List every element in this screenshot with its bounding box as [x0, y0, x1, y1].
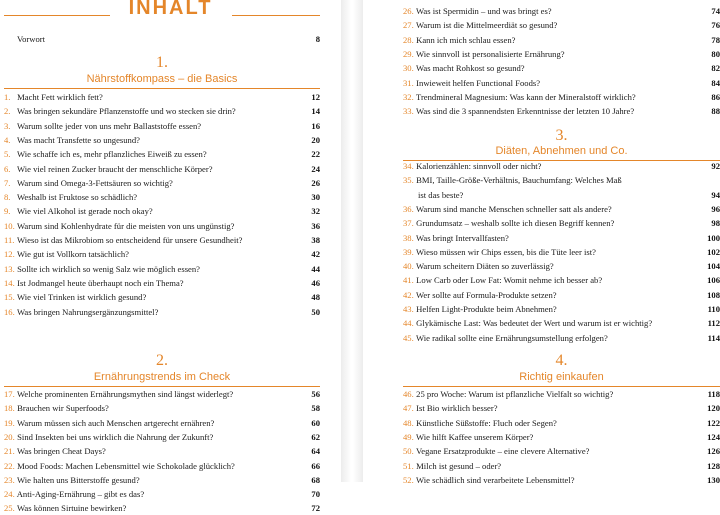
toc-entry [403, 76, 720, 90]
entry-page-number: 126 [707, 446, 720, 457]
entry-number: 50. [403, 446, 414, 457]
toc-entry [4, 176, 320, 190]
entry-number: 26. [403, 6, 414, 16]
toc-entry [4, 147, 320, 161]
entry-page-number: 42 [311, 249, 320, 260]
entry-number: 30. [403, 63, 414, 74]
entry-title: Warum müssen sich auch Menschen artgerecht ernähren? [17, 417, 215, 428]
entry-number: 43. [403, 304, 414, 314]
entry-number: 19. [4, 417, 15, 428]
toc-entry [4, 90, 320, 104]
toc-entry [4, 233, 320, 247]
entry-number: 15. [4, 292, 15, 303]
entry-number: 46. [403, 389, 414, 399]
toc-entry [403, 459, 720, 473]
toc-entry-continuation [403, 188, 720, 202]
section-title: Richtig einkaufen [519, 371, 604, 383]
entry-page-number: 32 [311, 206, 320, 217]
toc-entry [4, 473, 320, 487]
entry-page-number: 64 [311, 446, 320, 457]
entry-page-number: 108 [707, 289, 720, 300]
entry-page-number: 14 [311, 106, 320, 117]
entry-number: 38. [403, 232, 414, 243]
entry-page-number: 98 [711, 218, 720, 229]
entry-page-number: 100 [707, 232, 720, 243]
entry-page-number: 96 [711, 203, 720, 214]
toc-entry [403, 173, 720, 187]
right-page [363, 0, 720, 485]
entry-number: 20. [4, 431, 15, 442]
entry-title: Inwieweit helfen Functional Foods? [416, 77, 541, 88]
entry-number: 10. [4, 220, 15, 231]
entry-page-number: 120 [707, 403, 720, 414]
entry-title: Was macht Transfette so ungesund? [17, 134, 140, 145]
section-divider [4, 88, 320, 89]
entry-title: Was bringt Intervallfasten? [416, 232, 509, 243]
book-gutter [341, 0, 363, 482]
entry-page-number: 20 [311, 134, 320, 145]
title-rule-left [4, 15, 110, 16]
toc-entry [4, 444, 320, 458]
toc-title: INHALT [128, 0, 213, 19]
entry-page-number: 62 [311, 431, 320, 442]
entry-title: Vegane Ersatzprodukte – eine clevere Alternative? [416, 446, 590, 457]
entry-page-number: 84 [711, 77, 720, 88]
entry-title: Was macht Rohkost so gesund? [416, 63, 525, 74]
left-page [0, 0, 341, 514]
entry-number: 49. [403, 431, 414, 442]
entry-page-number: 24 [311, 163, 320, 174]
entry-number: 25. [4, 503, 15, 514]
entry-number: 3. [4, 120, 11, 131]
entry-title: Wer sollte auf Formula-Produkte setzen? [416, 289, 557, 300]
entry-page-number: 122 [707, 417, 720, 428]
entry-page-number: 8 [315, 34, 320, 44]
entry-title: Was bringen Cheat Days? [17, 446, 106, 457]
toc-entry [403, 316, 720, 330]
entry-title: Kann ich mich schlau essen? [416, 34, 516, 45]
toc-entry [4, 104, 320, 118]
entry-title: Was sind die 3 spannendsten Erkenntnisse der letzten 10 Jahre? [416, 106, 635, 117]
entry-page-number: 12 [311, 92, 320, 102]
toc-entry [403, 331, 720, 345]
entry-number: 6. [4, 163, 11, 174]
toc-entry [4, 401, 320, 415]
entry-title: Wieso ist das Mikrobiom so entscheidend für unsere Gesundheit? [17, 235, 243, 245]
toc-entry [4, 247, 320, 261]
entry-number: 18. [4, 403, 15, 414]
entry-number: 4. [4, 134, 11, 145]
entry-page-number: 114 [707, 332, 720, 343]
entry-title: Low Carb oder Low Fat: Womit nehme ich besser ab? [416, 275, 603, 286]
entry-title: Was ist Spermidin – und was bringt es? [416, 6, 552, 16]
entry-page-number: 46 [311, 277, 320, 288]
entry-number: 52. [403, 474, 414, 485]
toc-entry [4, 416, 320, 430]
entry-number: 17. [4, 389, 15, 399]
entry-title: Wie schädlich sind verarbeitete Lebensmittel? [416, 474, 575, 485]
toc-entry-vorwort [17, 32, 320, 46]
toc-entry [4, 190, 320, 204]
toc-entry [4, 487, 320, 501]
section-number: 2. [156, 352, 168, 369]
toc-entry [403, 159, 720, 173]
entry-page-number: 78 [711, 34, 720, 45]
entry-number: 48. [403, 417, 414, 428]
entry-title: Wie viel Trinken ist wirklich gesund? [17, 292, 147, 303]
entry-number: 1. [4, 92, 11, 102]
entry-number: 2. [4, 106, 11, 117]
entry-number: 36. [403, 203, 414, 214]
entry-title: Kalorienzählen: sinnvoll oder nicht? [416, 161, 542, 171]
toc-entry [4, 305, 320, 319]
entry-page-number: 112 [707, 318, 720, 329]
toc-entry [403, 288, 720, 302]
entry-title: Warum sollte jeder von uns mehr Ballaststoffe essen? [17, 120, 202, 131]
entry-page-number: 60 [311, 417, 320, 428]
entry-number: 13. [4, 263, 15, 274]
section-number: 3. [555, 127, 568, 144]
entry-title: Trendmineral Magnesium: Was kann der Mineralstoff wirklich? [416, 91, 636, 102]
entry-page-number: 58 [311, 403, 320, 414]
entry-title: Macht Fett wirklich fett? [17, 92, 103, 102]
toc-entry [403, 47, 720, 61]
toc-entry [403, 430, 720, 444]
entry-title-continuation: ist das beste? [418, 189, 464, 200]
toc-entry [403, 231, 720, 245]
entry-page-number: 30 [311, 192, 320, 203]
entry-page-number: 110 [707, 304, 720, 314]
entry-title: Sind Insekten bei uns wirklich die Nahrung der Zukunft? [17, 431, 214, 442]
toc-entry [403, 61, 720, 75]
entry-page-number: 56 [311, 389, 320, 399]
entry-page-number: 70 [311, 489, 320, 500]
entry-title: Warum scheitern Diäten so zuverlässig? [416, 261, 554, 272]
toc-entry [4, 162, 320, 176]
entry-title: Wie viel Alkohol ist gerade noch okay? [17, 206, 153, 217]
entry-number: 31. [403, 77, 414, 88]
entry-page-number: 102 [707, 246, 720, 257]
entry-number: 41. [403, 275, 414, 286]
toc-entry [4, 276, 320, 290]
entry-title: Warum sind Kohlenhydrate für die meisten von uns ungünstig? [17, 220, 235, 231]
entry-number: 28. [403, 34, 414, 45]
entry-title: Künstliche Süßstoffe: Fluch oder Segen? [416, 417, 557, 428]
entry-page-number: 128 [707, 460, 720, 471]
entry-page-number: 22 [311, 149, 320, 160]
title-rule-right [232, 15, 320, 16]
entry-page-number: 80 [711, 48, 720, 59]
toc-entry [4, 119, 320, 133]
entry-number: 24. [4, 489, 15, 500]
entry-number: 9. [4, 206, 11, 217]
entry-page-number: 82 [711, 63, 720, 74]
entry-number: 7. [4, 177, 11, 188]
entry-number: 40. [403, 261, 414, 272]
entry-number: 51. [403, 460, 414, 471]
entry-number: 32. [403, 91, 414, 102]
entry-page-number: 74 [711, 6, 720, 16]
toc-entry [4, 262, 320, 276]
entry-title: Ist Jodmangel heute überhaupt noch ein Thema? [17, 277, 184, 288]
entry-number: 34. [403, 161, 414, 171]
toc-entry [403, 302, 720, 316]
entry-title: Wie hilft Kaffee unserem Körper? [416, 431, 534, 442]
entry-title: Warum sind manche Menschen schneller satt als andere? [416, 203, 612, 214]
entry-page-number: 26 [311, 177, 320, 188]
entry-number: 39. [403, 246, 414, 257]
entry-title: Wie viel reinen Zucker braucht der menschliche Körper? [17, 163, 213, 174]
entry-title: Grundumsatz – weshalb sollte ich diesen Begriff kennen? [416, 218, 615, 229]
entry-title: Was können Sirtuine bewirken? [17, 503, 127, 514]
entry-page-number: 38 [311, 235, 320, 245]
entry-number: 47. [403, 403, 414, 414]
toc-entry [4, 459, 320, 473]
entry-title: Glykämische Last: Was bedeutet der Wert und warum ist er wichtig? [416, 318, 653, 329]
entry-number: 29. [403, 48, 414, 59]
entry-title: Weshalb ist Fruktose so schädlich? [17, 192, 138, 203]
entry-number: 42. [403, 289, 414, 300]
toc-entry [4, 501, 320, 515]
toc-entry [403, 401, 720, 415]
toc-entry [403, 4, 720, 18]
entry-title: Wie radikal sollte eine Ernährungsumstellung erfolgen? [416, 332, 608, 343]
section-number: 1. [156, 54, 168, 71]
entry-page-number: 130 [707, 474, 720, 485]
entry-number: 8. [4, 192, 11, 203]
entry-page-number: 66 [311, 460, 320, 471]
entry-title: Wie gut ist Vollkorn tatsächlich? [17, 249, 129, 260]
entry-page-number: 92 [711, 161, 720, 171]
entry-page-number: 48 [311, 292, 320, 303]
entry-number: 12. [4, 249, 15, 260]
entry-page-number: 68 [311, 474, 320, 485]
entry-title: 25 pro Woche: Warum ist pflanzliche Vielfalt so wichtig? [416, 389, 614, 399]
entry-page-number: 44 [311, 263, 320, 274]
toc-entry [403, 444, 720, 458]
entry-number: 33. [403, 106, 414, 117]
toc-entry [403, 18, 720, 32]
entry-number: 23. [4, 474, 15, 485]
toc-entry [403, 416, 720, 430]
toc-entry [4, 204, 320, 218]
entry-number: 5. [4, 149, 11, 160]
section-title: Ernährungstrends im Check [93, 371, 231, 383]
entry-title: Wie sinnvoll ist personalisierte Ernährung? [416, 48, 565, 59]
toc-entry [403, 273, 720, 287]
entry-title: Mood Foods: Machen Lebensmittel wie Schokolade glücklich? [17, 460, 235, 471]
entry-title: Warum ist die Mittelmeerdiät so gesund? [416, 20, 558, 31]
entry-page-number: 104 [707, 261, 720, 272]
entry-page-number: 86 [711, 91, 720, 102]
toc-entry [4, 387, 320, 401]
toc-entry [403, 259, 720, 273]
entry-number: 11. [4, 235, 15, 245]
entry-title: Vorwort [17, 34, 46, 44]
entry-page-number: 124 [707, 431, 720, 442]
entry-page-number: 94 [711, 189, 720, 200]
entry-title: Wie schaffe ich es, mehr pflanzliches Eiweiß zu essen? [17, 149, 207, 160]
toc-entry [403, 216, 720, 230]
toc-entry [4, 430, 320, 444]
toc-entry [403, 387, 720, 401]
section-number: 4. [555, 352, 568, 369]
toc-entry [403, 245, 720, 259]
entry-title: Anti-Aging-Ernährung – gibt es das? [16, 489, 145, 500]
toc-entry [403, 473, 720, 487]
toc-entry [403, 202, 720, 216]
entry-title: Wieso müssen wir Chips essen, bis die Tüte leer ist? [416, 246, 596, 257]
entry-number: 37. [403, 218, 414, 229]
section-title: Diäten, Abnehmen und Co. [495, 145, 628, 157]
toc-entry [403, 33, 720, 47]
entry-number: 45. [403, 332, 414, 343]
entry-number: 16. [4, 306, 15, 317]
entry-page-number: 36 [311, 220, 320, 231]
entry-page-number: 88 [711, 106, 720, 117]
entry-number: 27. [403, 20, 414, 31]
entry-page-number: 118 [707, 389, 720, 399]
entry-page-number: 76 [711, 20, 720, 31]
entry-number: 14. [4, 277, 15, 288]
entry-page-number: 106 [707, 275, 720, 286]
entry-page-number: 50 [311, 306, 320, 317]
entry-title: Warum sind Omega-3-Fettsäuren so wichtig? [17, 177, 173, 188]
section-title: Nährstoffkompass – die Basics [86, 73, 238, 85]
toc-entry [4, 133, 320, 147]
entry-number: 44. [403, 318, 414, 329]
entry-title: Was bringen sekundäre Pflanzenstoffe und wo stecken sie drin? [17, 106, 236, 117]
entry-title: Was bringen Nahrungsergänzungsmittel? [17, 306, 159, 317]
toc-entry [403, 90, 720, 104]
entry-title: Brauchen wir Superfoods? [17, 403, 109, 414]
entry-title: Sollte ich wirklich so wenig Salz wie möglich essen? [17, 263, 200, 274]
entry-number: 35. [403, 175, 414, 186]
entry-title: BMI, Taille-Größe-Verhältnis, Bauchumfang: Welches Maß [416, 175, 622, 186]
entry-number: 22. [4, 460, 15, 471]
entry-title: Wie halten uns Bitterstoffe gesund? [17, 474, 140, 485]
toc-entry [4, 290, 320, 304]
entry-title: Ist Bio wirklich besser? [416, 403, 498, 414]
entry-title: Welche prominenten Ernährungsmythen sind längst widerlegt? [17, 389, 234, 399]
entry-number: 21. [4, 446, 15, 457]
entry-title: Helfen Light-Produkte beim Abnehmen? [416, 304, 557, 314]
toc-entry [4, 219, 320, 233]
entry-title: Milch ist gesund – oder? [416, 460, 502, 471]
toc-entry [403, 104, 720, 118]
entry-page-number: 72 [311, 503, 320, 514]
entry-page-number: 16 [311, 120, 320, 131]
